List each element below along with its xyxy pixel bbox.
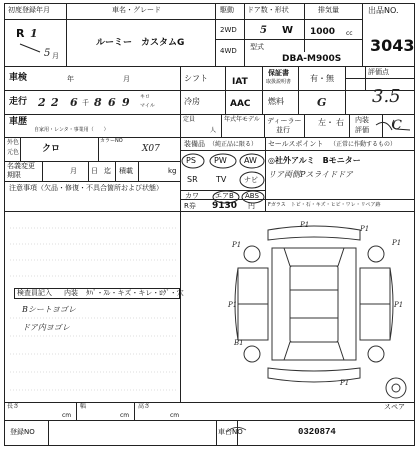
reg-era: R <box>16 27 25 40</box>
inspector-note-2: ドア内ヨゴレ <box>22 323 70 332</box>
car-name: ルーミー カスタムG <box>96 38 185 48</box>
drive-4wd: 4WD <box>220 47 237 55</box>
loading-label: 積載 <box>119 167 133 175</box>
diagram-mark: B1 <box>234 339 244 347</box>
equipment-sr: SR <box>187 175 198 184</box>
mileage-label: 走行 <box>9 97 28 107</box>
model-code-label: 型式 <box>250 43 264 51</box>
retrofit-label: 迄 <box>104 167 111 175</box>
diagram-mark: P1 <box>340 379 350 387</box>
mileage-digit-2: 2 <box>51 96 59 109</box>
sales-point-handwritten: リア両側Pスライドドア <box>268 170 353 179</box>
interior-sub: 評価 <box>355 126 369 134</box>
equipment-label: 装備品 <box>184 140 205 148</box>
lot-label: 出品NO. <box>368 6 399 15</box>
change-label: 名義変更 <box>7 162 35 170</box>
ext-color-value: クロ <box>42 144 61 154</box>
steering-left: 左 <box>318 118 326 127</box>
model-grade-label: 車名・グレード <box>112 6 161 14</box>
mileage-digit-5: 6 <box>108 96 116 109</box>
dealer-label: ディーラー <box>267 117 302 125</box>
inspection-month-unit: 月 <box>123 75 130 83</box>
recycle-unit: 円 <box>248 202 255 210</box>
first-reg-label: 初度登録年月 <box>8 6 50 14</box>
width-label: 幅 <box>80 403 87 410</box>
warranty-opts: 有・無 <box>310 74 334 83</box>
reg-month-unit: 月 <box>52 52 59 60</box>
year-model-sub: 年モデル <box>236 116 260 123</box>
rating-label: 評価点 <box>368 68 389 76</box>
shift-value: IAT <box>232 77 248 87</box>
steering-separator: ・ <box>326 118 334 127</box>
history-sub: 自家用・レンタ・事業用（ ） <box>34 127 109 133</box>
kg-unit: kg <box>168 167 177 175</box>
width-unit: cm <box>120 412 130 419</box>
length-unit: cm <box>62 412 72 419</box>
equipment-airbag: エアB <box>215 192 234 200</box>
inspection-label: 車検 <box>9 73 28 83</box>
change-day-unit: 日 <box>91 167 98 175</box>
mileage-digit-4: 8 <box>94 96 102 109</box>
ext-color-sub: 元色 <box>7 149 20 156</box>
warranty-label: 保証書 <box>268 69 289 77</box>
equipment-pw: PW <box>214 156 227 165</box>
dealer-sub: 並行 <box>276 126 290 134</box>
car-diagram <box>235 226 406 398</box>
sales-point-label: セールスポイント <box>268 140 324 148</box>
inspection-year-unit: 年 <box>67 75 74 83</box>
recycle-value: 9130 <box>212 201 238 211</box>
inspector-label: 検査員記入 <box>17 289 52 297</box>
warranty-sub: 取扱説明書 <box>266 79 292 85</box>
equipment-abs: ABS <box>245 192 259 200</box>
rating-value: 3.5 <box>372 86 401 107</box>
ac-label: 冷房 <box>184 97 200 106</box>
color-no-label: カラーNO <box>100 138 123 144</box>
equipment-aw: AW <box>244 156 257 165</box>
height-unit: cm <box>170 412 180 419</box>
deadline-label: 期限 <box>7 171 21 179</box>
inspector-note-1: Bシートヨゴレ <box>22 305 76 314</box>
equipment-leather: カワ <box>185 192 199 200</box>
spare-label: スペア <box>384 403 405 411</box>
diagram-mark: P1 <box>360 225 370 233</box>
length-label: 長さ <box>7 403 20 410</box>
capacity-unit: 人 <box>210 127 217 134</box>
displacement-unit: cc <box>346 30 353 37</box>
diagram-mark: P1 <box>228 301 238 309</box>
chassis-label: 車台NO <box>218 428 243 436</box>
model-code: DBA-M900S <box>282 54 342 64</box>
change-month-unit: 月 <box>70 167 77 175</box>
equipment-sub: （純正品に限る） <box>209 141 258 148</box>
color-no-value: X07 <box>142 144 160 154</box>
mileage-digit-6: 9 <box>122 96 130 109</box>
equipment-ps: PS <box>186 156 196 165</box>
reg-year: 1 <box>30 27 38 40</box>
sales-point-printed: ◎社外アルミ Bモニター <box>268 156 361 165</box>
diagram-mark: P1 <box>232 241 242 249</box>
fuel-label: 燃料 <box>268 97 284 106</box>
diagram-mark: P1 <box>394 301 404 309</box>
condition-legend: Fガラス トビ・石・キズ・ヒビ・ワレ・リペア跡 <box>268 202 381 208</box>
diagram-mark: P1 <box>300 221 310 229</box>
recycle-label: R券 <box>184 202 196 210</box>
mileage-thousand-unit: 千 <box>82 99 89 107</box>
reg-no-label: 登録NO <box>10 428 35 436</box>
doors-label: ドア数・形状 <box>247 6 289 14</box>
fuel-value: G <box>317 96 327 109</box>
shift-label: シフト <box>184 74 208 83</box>
drive-2wd: 2WD <box>220 26 237 34</box>
chassis-value: 0320874 <box>298 427 336 437</box>
body-shape: W <box>282 25 294 36</box>
doors-value: 5 <box>260 25 267 36</box>
ac-value: AAC <box>230 99 251 109</box>
reg-month: 5 <box>44 48 51 59</box>
height-label: 高さ <box>138 403 151 410</box>
displacement-value: 1000 <box>310 27 336 37</box>
ext-color-label: 外色 <box>7 139 20 146</box>
mileage-digit-3: 6 <box>70 96 78 109</box>
drive-label: 駆動 <box>220 6 234 14</box>
km-unit: キロ <box>140 94 151 100</box>
notes-label: 注意事項（欠品・修復・不具合箇所および状態） <box>9 184 163 192</box>
sales-point-sub: （正常に作動するもの） <box>330 141 397 148</box>
mileage-digit-1: 2 <box>38 96 46 109</box>
steering-right: 右 <box>336 118 344 127</box>
diagram-mark: P1 <box>392 239 402 247</box>
interior-label: 内装 <box>355 116 369 124</box>
displacement-label: 排気量 <box>318 6 339 14</box>
lot-number: 3043 <box>370 36 415 55</box>
inspector-interior-codes: ﾀﾊﾞ・ｽﾚ・キズ・キレ・ﾛｸﾞ・穴 <box>86 289 184 297</box>
equipment-navi: ナビ <box>244 176 258 184</box>
equipment-tv: TV <box>216 175 227 184</box>
inspector-interior-label: 内装 <box>64 289 78 297</box>
year-model-label: 年式 <box>224 116 237 123</box>
mile-unit: マイル <box>140 103 155 109</box>
interior-value: C <box>392 118 402 133</box>
capacity-label: 定員 <box>183 116 196 123</box>
history-label: 車歴 <box>9 117 28 127</box>
